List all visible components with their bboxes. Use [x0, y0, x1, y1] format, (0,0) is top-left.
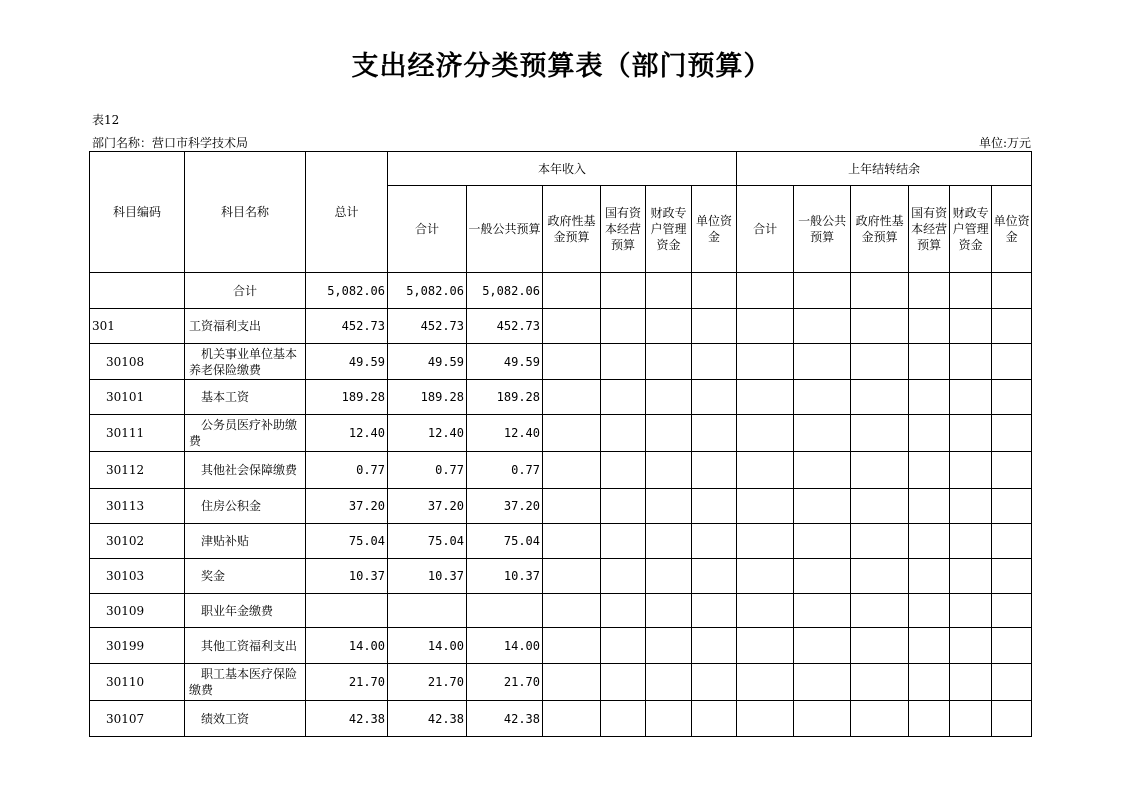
empty-cell — [992, 701, 1032, 737]
empty-cell — [992, 415, 1032, 452]
row-total: 49.59 — [306, 344, 388, 380]
row-general: 75.04 — [467, 524, 543, 559]
empty-cell — [692, 415, 737, 452]
empty-cell — [909, 559, 950, 594]
row-general: 14.00 — [467, 628, 543, 664]
row-code: 30109 — [90, 594, 185, 628]
empty-cell — [543, 701, 601, 737]
table-row — [90, 628, 1032, 664]
empty-cell — [646, 273, 692, 309]
empty-cell — [950, 559, 992, 594]
empty-cell — [737, 559, 794, 594]
empty-cell — [909, 380, 950, 415]
empty-cell — [992, 524, 1032, 559]
header-name: 科目名称 — [185, 152, 306, 273]
empty-cell — [737, 415, 794, 452]
empty-cell — [737, 380, 794, 415]
empty-cell — [794, 594, 851, 628]
row-total: 37.20 — [306, 489, 388, 524]
empty-cell — [543, 452, 601, 489]
empty-cell — [909, 452, 950, 489]
table-row — [90, 524, 1032, 559]
empty-cell — [646, 380, 692, 415]
empty-cell — [992, 628, 1032, 664]
row-name: 机关事业单位基本养老保险缴费 — [185, 344, 306, 380]
empty-cell — [543, 664, 601, 701]
empty-cell — [851, 701, 909, 737]
row-code: 30108 — [90, 344, 185, 380]
empty-cell — [692, 594, 737, 628]
empty-cell — [646, 559, 692, 594]
empty-cell — [692, 628, 737, 664]
row-general: 49.59 — [467, 344, 543, 380]
page-title: 支出经济分类预算表（部门预算） — [351, 51, 772, 82]
empty-cell — [737, 594, 794, 628]
empty-cell — [950, 309, 992, 344]
empty-cell — [646, 594, 692, 628]
empty-cell — [601, 664, 646, 701]
row-sum — [388, 594, 467, 628]
row-total: 42.38 — [306, 701, 388, 737]
empty-cell — [601, 701, 646, 737]
empty-cell — [909, 628, 950, 664]
empty-cell — [543, 344, 601, 380]
empty-cell — [950, 524, 992, 559]
row-code: 30107 — [90, 701, 185, 737]
empty-cell — [950, 344, 992, 380]
empty-cell — [794, 309, 851, 344]
row-general: 21.70 — [467, 664, 543, 701]
row-name: 合计 — [185, 273, 306, 309]
empty-cell — [794, 415, 851, 452]
empty-cell — [646, 309, 692, 344]
empty-cell — [543, 273, 601, 309]
subheader-last-2: 政府性基金预算 — [851, 186, 909, 273]
empty-cell — [737, 309, 794, 344]
subheader-this-2: 政府性基金预算 — [543, 186, 601, 273]
row-code: 301 — [90, 309, 185, 344]
empty-cell — [851, 415, 909, 452]
empty-cell — [692, 344, 737, 380]
empty-cell — [909, 309, 950, 344]
empty-cell — [950, 594, 992, 628]
empty-cell — [992, 344, 1032, 380]
subheader-this-3: 国有资本经营预算 — [601, 186, 646, 273]
empty-cell — [992, 273, 1032, 309]
row-total: 452.73 — [306, 309, 388, 344]
empty-cell — [950, 628, 992, 664]
subheader-last-4: 财政专户管理资金 — [950, 186, 992, 273]
row-name: 其他工资福利支出 — [185, 628, 306, 664]
budget-table — [89, 151, 1032, 737]
empty-cell — [992, 489, 1032, 524]
row-code — [90, 273, 185, 309]
row-name: 津贴补贴 — [185, 524, 306, 559]
empty-cell — [851, 559, 909, 594]
empty-cell — [692, 489, 737, 524]
empty-cell — [737, 628, 794, 664]
table-row — [90, 559, 1032, 594]
empty-cell — [601, 594, 646, 628]
table-row — [90, 415, 1032, 452]
row-sum: 10.37 — [388, 559, 467, 594]
empty-cell — [737, 489, 794, 524]
row-name: 奖金 — [185, 559, 306, 594]
row-total: 14.00 — [306, 628, 388, 664]
empty-cell — [992, 594, 1032, 628]
empty-cell — [692, 273, 737, 309]
table-row — [90, 273, 1032, 309]
row-code: 30111 — [90, 415, 185, 452]
empty-cell — [601, 344, 646, 380]
row-name: 职业年金缴费 — [185, 594, 306, 628]
empty-cell — [692, 701, 737, 737]
subheader-last-0: 合计 — [737, 186, 794, 273]
empty-cell — [601, 628, 646, 664]
row-general — [467, 594, 543, 628]
row-sum: 14.00 — [388, 628, 467, 664]
row-total: 0.77 — [306, 452, 388, 489]
table-row — [90, 344, 1032, 380]
empty-cell — [692, 380, 737, 415]
empty-cell — [794, 559, 851, 594]
row-sum: 0.77 — [388, 452, 467, 489]
row-general: 452.73 — [467, 309, 543, 344]
empty-cell — [794, 452, 851, 489]
empty-cell — [794, 664, 851, 701]
empty-cell — [601, 489, 646, 524]
empty-cell — [950, 489, 992, 524]
empty-cell — [794, 489, 851, 524]
row-general: 12.40 — [467, 415, 543, 452]
empty-cell — [950, 701, 992, 737]
row-general: 37.20 — [467, 489, 543, 524]
empty-cell — [909, 524, 950, 559]
empty-cell — [794, 380, 851, 415]
table-row — [90, 380, 1032, 415]
row-sum: 42.38 — [388, 701, 467, 737]
empty-cell — [950, 273, 992, 309]
unit-label: 单位:万元 — [978, 136, 1031, 150]
empty-cell — [543, 524, 601, 559]
header-this-year: 本年收入 — [388, 152, 737, 186]
empty-cell — [601, 524, 646, 559]
header-last-year: 上年结转结余 — [737, 152, 1032, 186]
empty-cell — [543, 559, 601, 594]
subheader-this-1: 一般公共预算 — [467, 186, 543, 273]
row-general: 0.77 — [467, 452, 543, 489]
empty-cell — [601, 415, 646, 452]
subheader-this-5: 单位资金 — [692, 186, 737, 273]
row-general: 42.38 — [467, 701, 543, 737]
subheader-last-3: 国有资本经营预算 — [909, 186, 950, 273]
empty-cell — [851, 628, 909, 664]
empty-cell — [692, 524, 737, 559]
empty-cell — [909, 273, 950, 309]
row-code: 30113 — [90, 489, 185, 524]
empty-cell — [794, 701, 851, 737]
subheader-last-5: 单位资金 — [992, 186, 1032, 273]
empty-cell — [543, 489, 601, 524]
empty-cell — [737, 524, 794, 559]
empty-cell — [737, 273, 794, 309]
empty-cell — [794, 628, 851, 664]
empty-cell — [737, 452, 794, 489]
empty-cell — [950, 664, 992, 701]
empty-cell — [601, 559, 646, 594]
empty-cell — [992, 664, 1032, 701]
row-sum: 49.59 — [388, 344, 467, 380]
empty-cell — [909, 489, 950, 524]
row-name: 基本工资 — [185, 380, 306, 415]
row-code: 30112 — [90, 452, 185, 489]
empty-cell — [992, 452, 1032, 489]
empty-cell — [646, 701, 692, 737]
row-sum: 37.20 — [388, 489, 467, 524]
row-total: 189.28 — [306, 380, 388, 415]
empty-cell — [543, 415, 601, 452]
row-code: 30110 — [90, 664, 185, 701]
row-name: 其他社会保障缴费 — [185, 452, 306, 489]
empty-cell — [851, 452, 909, 489]
header-total: 总计 — [306, 152, 388, 273]
empty-cell — [601, 309, 646, 344]
empty-cell — [692, 309, 737, 344]
table-row — [90, 664, 1032, 701]
empty-cell — [851, 489, 909, 524]
empty-cell — [851, 664, 909, 701]
empty-cell — [909, 415, 950, 452]
table-row — [90, 309, 1032, 344]
empty-cell — [646, 344, 692, 380]
subheader-this-4: 财政专户管理资金 — [646, 186, 692, 273]
empty-cell — [851, 273, 909, 309]
row-name: 绩效工资 — [185, 701, 306, 737]
header-code: 科目编码 — [90, 152, 185, 273]
row-sum: 189.28 — [388, 380, 467, 415]
empty-cell — [601, 273, 646, 309]
empty-cell — [646, 452, 692, 489]
empty-cell — [794, 273, 851, 309]
row-total — [306, 594, 388, 628]
empty-cell — [646, 524, 692, 559]
row-code: 30101 — [90, 380, 185, 415]
subheader-last-1: 一般公共预算 — [794, 186, 851, 273]
empty-cell — [950, 415, 992, 452]
row-code: 30199 — [90, 628, 185, 664]
table-row — [90, 452, 1032, 489]
empty-cell — [950, 380, 992, 415]
empty-cell — [737, 701, 794, 737]
row-sum: 5,082.06 — [388, 273, 467, 309]
empty-cell — [692, 452, 737, 489]
subheader-this-0: 合计 — [388, 186, 467, 273]
empty-cell — [851, 594, 909, 628]
empty-cell — [737, 664, 794, 701]
empty-cell — [909, 701, 950, 737]
empty-cell — [543, 594, 601, 628]
row-general: 10.37 — [467, 559, 543, 594]
empty-cell — [950, 452, 992, 489]
row-total: 75.04 — [306, 524, 388, 559]
row-total: 5,082.06 — [306, 273, 388, 309]
row-sum: 75.04 — [388, 524, 467, 559]
empty-cell — [851, 380, 909, 415]
row-name: 公务员医疗补助缴费 — [185, 415, 306, 452]
row-general: 189.28 — [467, 380, 543, 415]
empty-cell — [992, 559, 1032, 594]
empty-cell — [851, 309, 909, 344]
table-number: 表12 — [92, 113, 120, 127]
row-total: 21.70 — [306, 664, 388, 701]
row-sum: 12.40 — [388, 415, 467, 452]
empty-cell — [737, 344, 794, 380]
empty-cell — [601, 452, 646, 489]
empty-cell — [692, 664, 737, 701]
empty-cell — [909, 664, 950, 701]
empty-cell — [851, 344, 909, 380]
empty-cell — [992, 309, 1032, 344]
empty-cell — [543, 309, 601, 344]
empty-cell — [992, 380, 1032, 415]
empty-cell — [601, 380, 646, 415]
empty-cell — [851, 524, 909, 559]
table-row — [90, 489, 1032, 524]
table-row — [90, 701, 1032, 737]
empty-cell — [646, 664, 692, 701]
department-name: 部门名称：营口市科学技术局 — [92, 136, 249, 150]
row-code: 30102 — [90, 524, 185, 559]
row-total: 12.40 — [306, 415, 388, 452]
table-row — [90, 594, 1032, 628]
row-code: 30103 — [90, 559, 185, 594]
empty-cell — [646, 489, 692, 524]
empty-cell — [543, 628, 601, 664]
row-sum: 452.73 — [388, 309, 467, 344]
row-name: 住房公积金 — [185, 489, 306, 524]
empty-cell — [909, 344, 950, 380]
empty-cell — [794, 524, 851, 559]
row-sum: 21.70 — [388, 664, 467, 701]
row-total: 10.37 — [306, 559, 388, 594]
row-name: 工资福利支出 — [185, 309, 306, 344]
empty-cell — [692, 559, 737, 594]
empty-cell — [646, 415, 692, 452]
empty-cell — [909, 594, 950, 628]
row-name: 职工基本医疗保险缴费 — [185, 664, 306, 701]
empty-cell — [646, 628, 692, 664]
row-general: 5,082.06 — [467, 273, 543, 309]
empty-cell — [543, 380, 601, 415]
empty-cell — [794, 344, 851, 380]
